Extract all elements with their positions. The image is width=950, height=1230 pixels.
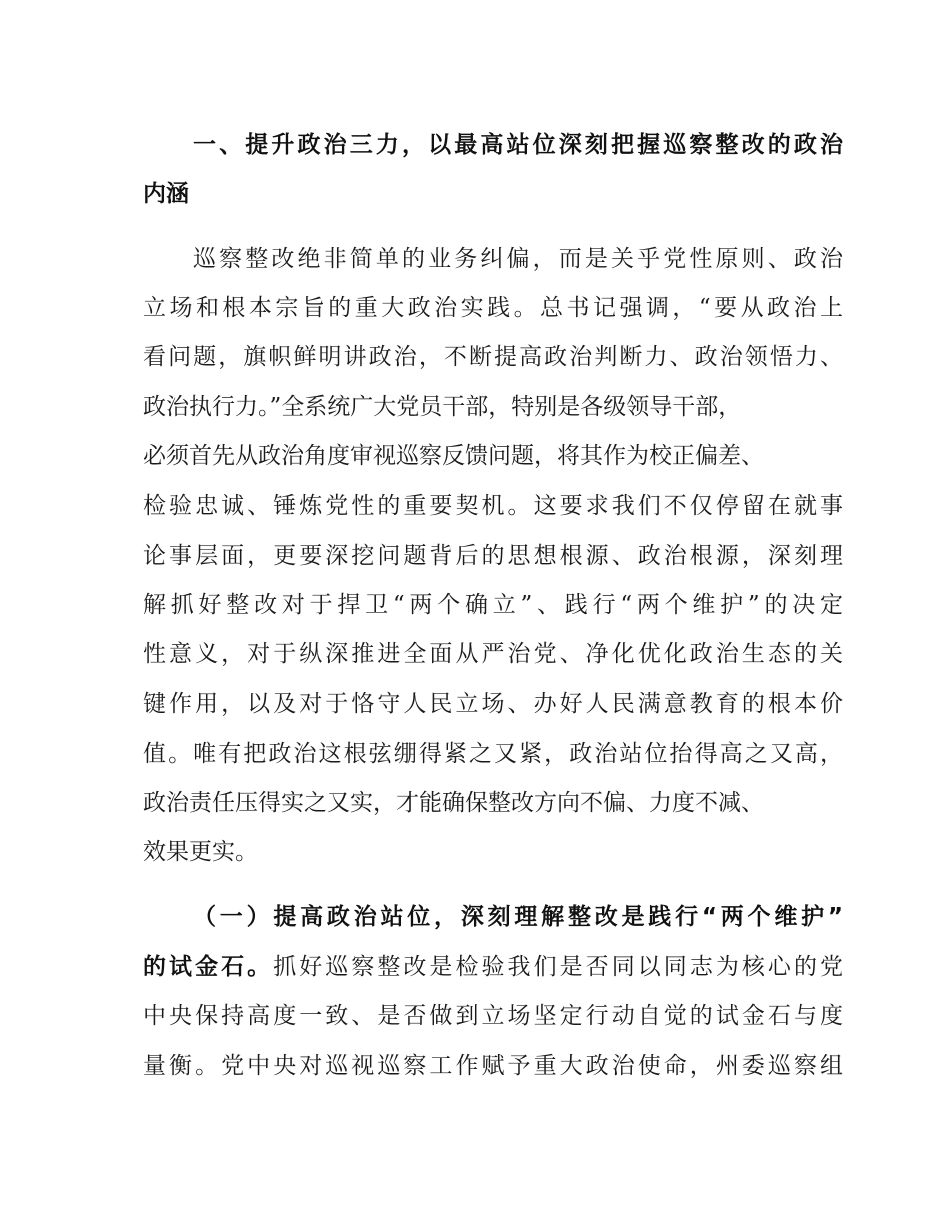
paragraph-line: 检验忠诚、锤炼党性的重要契机。这要求我们不仅停留在就事	[143, 493, 843, 519]
paragraph-line: 性意义，对于纵深推进全面从严治党、净化优化政治生态的关	[143, 641, 843, 667]
paragraph-line: 必须首先从政治角度审视巡察反馈问题，将其作为校正偏差、	[143, 443, 764, 469]
subsection-heading-line: （一）提高政治站位，深刻理解整改是践行“两个维护”	[193, 904, 843, 930]
paragraph-line: 论事层面，更要深挖问题背后的思想根源、政治根源，深刻理	[143, 543, 843, 569]
subsection-heading-tail: 的试金石。	[143, 954, 274, 980]
paragraph-line: 解抓好整改对于捍卫“两个确立”、践行“两个维护”的决定	[143, 592, 843, 618]
section-heading-line-1: 一、提升政治三力，以最高站位深刻把握巡察整改的政治	[193, 132, 843, 158]
paragraph-line: 键作用，以及对于恪守人民立场、办好人民满意教育的根本价	[143, 691, 843, 717]
paragraph-line: 立场和根本宗旨的重大政治实践。总书记强调，“要从政治上	[143, 295, 843, 321]
paragraph-line: 政治执行力。”全系统广大党员干部，特别是各级领导干部，	[143, 394, 742, 420]
subsection-body-text: 抓好巡察整改是检验我们是否同以同志为核心的党	[273, 954, 844, 980]
paragraph-line: 巡察整改绝非简单的业务纠偏，而是关乎党性原则、政治	[193, 246, 843, 272]
paragraph-line: 看问题，旗帜鲜明讲政治，不断提高政治判断力、政治领悟力、	[143, 344, 843, 370]
paragraph-line: 政治责任压得实之又实，才能确保整改方向不偏、力度不减、	[143, 790, 764, 816]
paragraph-line: 值。唯有把政治这根弦绷得紧之又紧，政治站位抬得高之又高，	[143, 741, 843, 767]
subsection-mixed-line	[143, 951, 843, 983]
section-heading-line-2: 内涵	[143, 181, 189, 207]
paragraph-line: 量衡。党中央对巡视巡察工作赋予重大政治使命，州委巡察组	[143, 1053, 843, 1079]
paragraph-line: 效果更实。	[143, 839, 258, 865]
paragraph-line: 中央保持高度一致、是否做到立场坚定行动自觉的试金石与度	[143, 1003, 843, 1029]
